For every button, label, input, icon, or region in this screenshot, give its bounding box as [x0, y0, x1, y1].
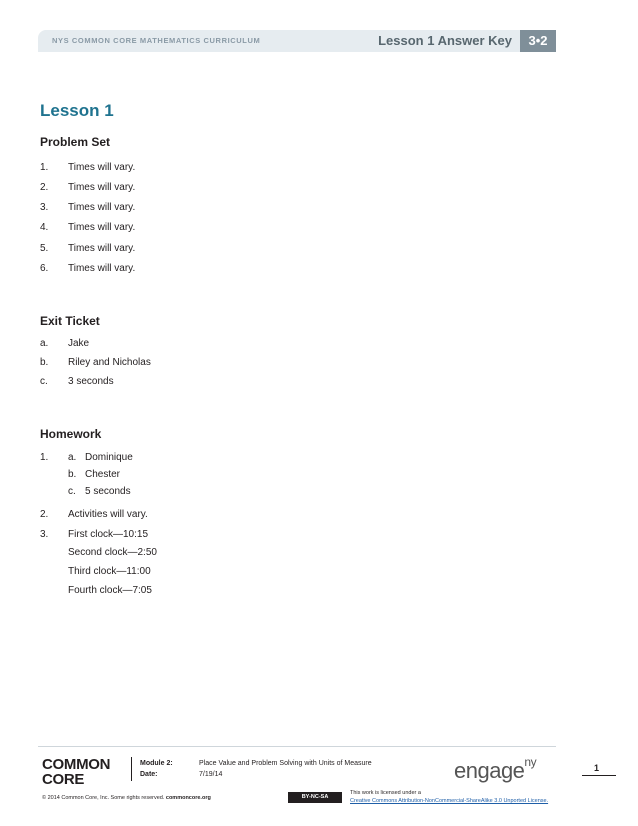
item-marker: 3.: [40, 202, 49, 213]
page-number: 1: [594, 763, 600, 773]
item-marker: 6.: [40, 263, 49, 274]
copyright-notice: [42, 795, 211, 801]
copyright-text: © 2014 Common Core, Inc. Some rights reserved.: [42, 795, 165, 801]
item-text: Times will vary.: [68, 243, 136, 254]
item-marker: 2.: [40, 509, 49, 520]
item-marker: 2.: [40, 182, 49, 193]
logo-line-2: CORE: [42, 771, 85, 788]
item-marker: 5.: [40, 243, 49, 254]
subitem-text: Chester: [85, 469, 121, 480]
license-notice: This work is licensed under a: [350, 790, 421, 796]
brand-superscript: ny: [524, 754, 537, 769]
copyright-site: commoncore.org: [165, 795, 211, 801]
item-marker: a.: [40, 338, 49, 349]
curriculum-label: NYS COMMON CORE MATHEMATICS CURRICULUM: [52, 36, 261, 45]
item-text: Riley and Nicholas: [68, 357, 151, 368]
engageny-logo: [454, 754, 537, 784]
item-marker: 1.: [40, 452, 49, 463]
exit-ticket-heading: Exit Ticket: [40, 314, 100, 328]
item-marker: 3.: [40, 529, 49, 540]
creative-commons-badge: BY-NC-SA: [288, 792, 342, 803]
item-text: Times will vary.: [68, 202, 136, 213]
item-marker: 1.: [40, 162, 49, 173]
module-label: Module 2:: [140, 760, 173, 767]
subitem-marker: c.: [68, 486, 76, 497]
date-value: 7/19/14: [199, 771, 223, 778]
subitem-text: 5 seconds: [85, 486, 131, 497]
page-header: [38, 30, 556, 52]
subitem-text: Dominique: [85, 452, 133, 463]
common-core-logo: [42, 757, 110, 787]
answer-key-title: Lesson 1 Answer Key: [378, 33, 512, 48]
license-link[interactable]: Creative Commons Attribution-NonCommercial-ShareAlike 3.0 Unported License.: [350, 798, 549, 804]
item-marker: 4.: [40, 222, 49, 233]
footer-rule: [38, 746, 556, 747]
item-text: First clock—10:15: [68, 529, 149, 540]
item-marker: b.: [40, 357, 49, 368]
subitem-marker: b.: [68, 469, 77, 480]
grade-module-badge: 3•2: [520, 30, 556, 52]
item-text: Times will vary.: [68, 182, 136, 193]
brand-text: engage: [454, 758, 525, 783]
item-marker: c.: [40, 376, 48, 387]
subitem-marker: a.: [68, 452, 77, 463]
footer-divider: [131, 757, 132, 781]
page-number-rule: [582, 775, 616, 776]
logo-line-1: COMMON: [42, 756, 111, 773]
item-text: Activities will vary.: [68, 509, 148, 520]
date-label: Date:: [140, 771, 158, 778]
lesson-title: Lesson 1: [40, 101, 114, 120]
clock-answer-line: Second clock—2:50: [68, 547, 157, 558]
item-text: Jake: [68, 338, 90, 349]
item-text: Times will vary.: [68, 222, 136, 233]
item-text: 3 seconds: [68, 376, 114, 387]
clock-answer-line: Third clock—11:00: [68, 566, 151, 577]
problem-set-heading: Problem Set: [40, 135, 111, 149]
module-value: Place Value and Problem Solving with Units of Measure: [199, 760, 372, 767]
clock-answer-line: Fourth clock—7:05: [68, 585, 152, 596]
homework-heading: Homework: [40, 427, 102, 441]
item-text: Times will vary.: [68, 162, 136, 173]
item-text: Times will vary.: [68, 263, 136, 274]
